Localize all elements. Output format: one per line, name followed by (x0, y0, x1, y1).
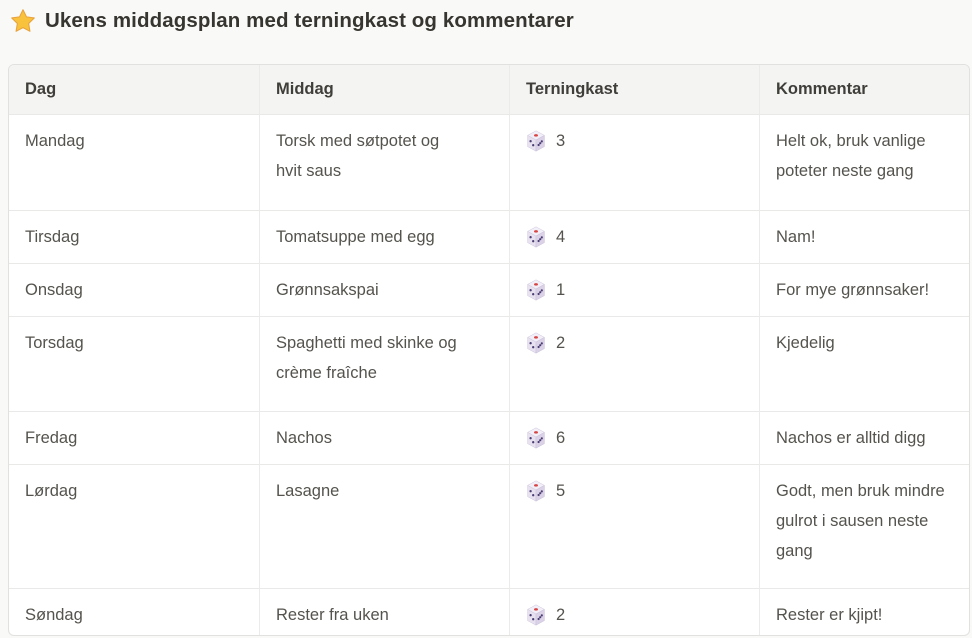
cell-middag[interactable] (259, 411, 509, 464)
dice-value: 5 (556, 482, 566, 500)
cell-text: Helt ok, bruk vanlige poteter neste gang (776, 132, 926, 180)
cell-text: Godt, men bruk mindre gulrot i sausen neste gang (776, 482, 945, 560)
column-header-middag[interactable]: Middag (259, 65, 509, 114)
cell-dag[interactable] (9, 588, 259, 636)
cell-terningkast[interactable] (509, 114, 759, 210)
table-row-fredag (9, 411, 970, 464)
page-title: Ukens middagsplan med terningkast og kommentarer (45, 9, 574, 32)
cell-terningkast[interactable] (509, 588, 759, 636)
game-die-icon (526, 604, 546, 626)
cell-text: Rester fra uken (276, 606, 389, 624)
cell-text: Onsdag (25, 281, 83, 299)
dice-value: 4 (556, 228, 566, 246)
cell-text: Torsk med søtpotet og hvit saus (276, 132, 440, 180)
cell-middag[interactable] (259, 263, 509, 316)
cell-text: Søndag (25, 606, 83, 624)
table-row-torsdag (9, 316, 970, 411)
cell-text: Torsdag (25, 334, 84, 352)
table-row-mandag (9, 114, 970, 210)
cell-text: Lasagne (276, 482, 340, 500)
cell-middag[interactable] (259, 588, 509, 636)
cell-terningkast[interactable] (509, 411, 759, 464)
dice-value: 3 (556, 132, 566, 150)
cell-middag[interactable] (259, 210, 509, 263)
cell-kommentar[interactable] (759, 263, 970, 316)
cell-text: Nachos (276, 429, 332, 447)
dice-value: 1 (556, 281, 566, 299)
cell-dag[interactable] (9, 411, 259, 464)
cell-text: Tomatsuppe med egg (276, 228, 435, 246)
game-die-icon (526, 226, 546, 248)
cell-text: Spaghetti med skinke og crème fraîche (276, 334, 457, 382)
cell-kommentar[interactable] (759, 316, 970, 411)
cell-middag[interactable] (259, 114, 509, 210)
column-header-kommentar[interactable]: Kommentar (759, 65, 970, 114)
cell-dag[interactable] (9, 316, 259, 411)
table-row-lordag (9, 464, 970, 588)
game-die-icon (526, 427, 546, 449)
dice-value: 2 (556, 606, 566, 624)
cell-terningkast[interactable] (509, 263, 759, 316)
star-icon (10, 8, 36, 34)
cell-middag[interactable] (259, 464, 509, 588)
cell-terningkast[interactable] (509, 210, 759, 263)
cell-kommentar[interactable] (759, 210, 970, 263)
column-header-terningkast[interactable]: Terningkast (509, 65, 759, 114)
cell-text: Lørdag (25, 482, 78, 500)
cell-text: Kjedelig (776, 334, 835, 352)
dice-value: 6 (556, 429, 566, 447)
table-header-row (9, 65, 970, 114)
game-die-icon (526, 130, 546, 152)
cell-text: Nam! (776, 228, 816, 246)
cell-text: Nachos er alltid digg (776, 429, 926, 447)
cell-text: Mandag (25, 132, 85, 150)
cell-kommentar[interactable] (759, 114, 970, 210)
cell-text: Rester er kjipt! (776, 606, 883, 624)
cell-text: Fredag (25, 429, 78, 447)
cell-middag[interactable] (259, 316, 509, 411)
table-row-sondag (9, 588, 970, 636)
cell-text: For mye grønnsaker! (776, 281, 930, 299)
cell-text: Tirsdag (25, 228, 80, 246)
cell-kommentar[interactable] (759, 464, 970, 588)
meal-plan-table (8, 64, 970, 636)
cell-text: Grønnsakspai (276, 281, 379, 299)
table-row-onsdag (9, 263, 970, 316)
table-row-tirsdag (9, 210, 970, 263)
cell-dag[interactable] (9, 210, 259, 263)
cell-dag[interactable] (9, 464, 259, 588)
page-header (10, 8, 574, 34)
column-header-dag[interactable]: Dag (9, 65, 259, 114)
game-die-icon (526, 279, 546, 301)
cell-terningkast[interactable] (509, 464, 759, 588)
dice-value: 2 (556, 334, 566, 352)
cell-terningkast[interactable] (509, 316, 759, 411)
cell-dag[interactable] (9, 114, 259, 210)
cell-kommentar[interactable] (759, 411, 970, 464)
game-die-icon (526, 332, 546, 354)
cell-dag[interactable] (9, 263, 259, 316)
game-die-icon (526, 480, 546, 502)
cell-kommentar[interactable] (759, 588, 970, 636)
